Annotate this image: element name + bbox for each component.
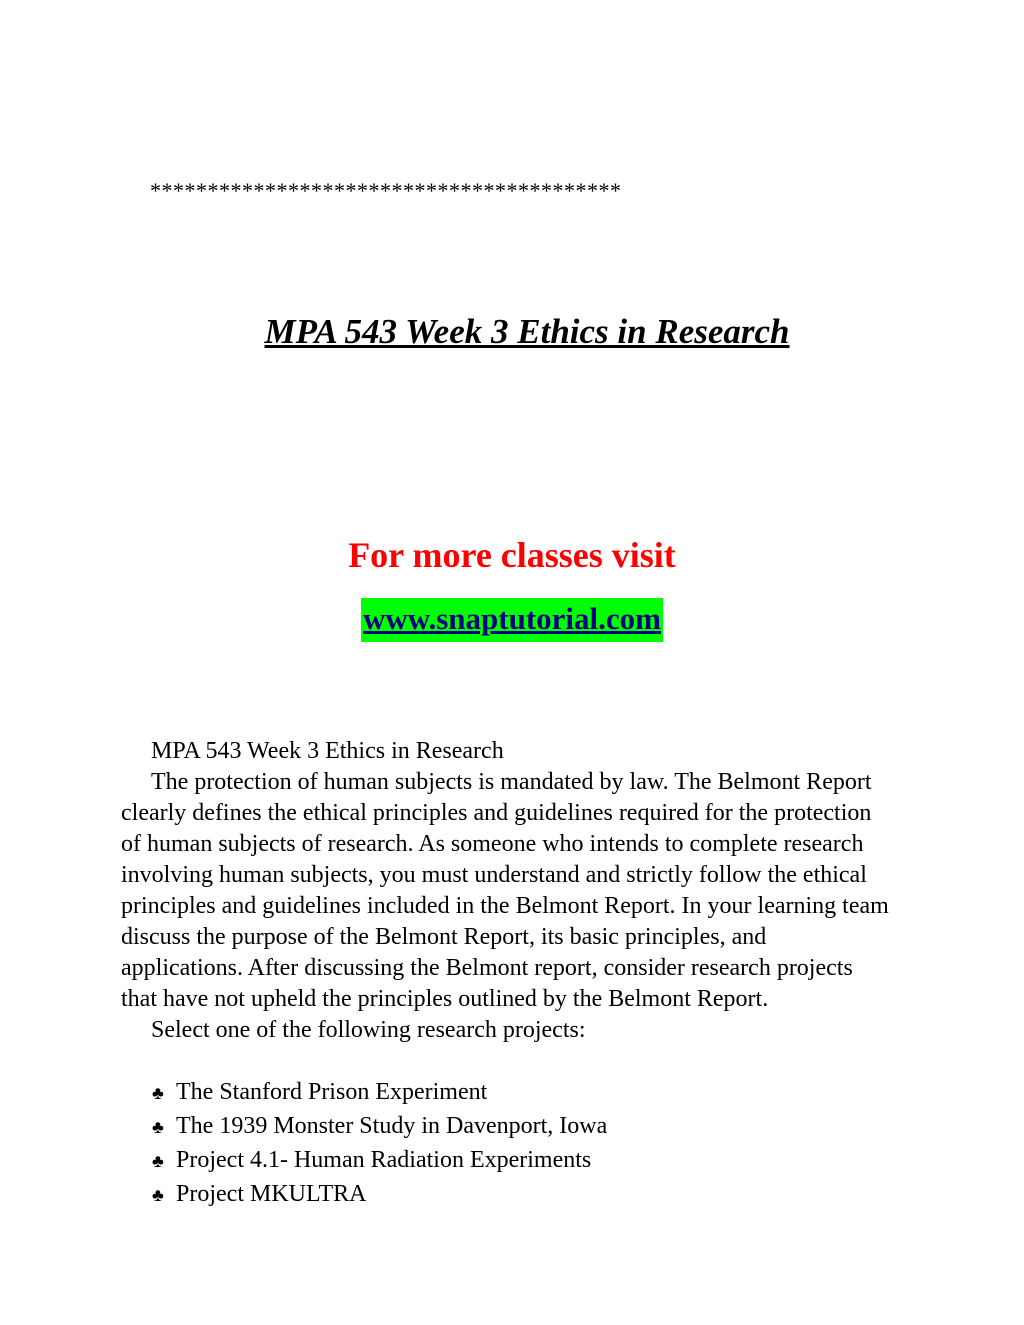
list-item <box>152 1076 607 1110</box>
list-item <box>152 1178 607 1212</box>
project-label: Project MKULTRA <box>176 1181 367 1207</box>
project-label: The 1939 Monster Study in Davenport, Iowa <box>176 1113 608 1139</box>
list-item <box>152 1144 607 1178</box>
document-body <box>121 736 891 1046</box>
club-icon: ♣ <box>152 1151 164 1171</box>
promo-link-container <box>0 598 1024 642</box>
promo-visit-text: For more classes visit <box>348 535 676 575</box>
project-list <box>152 1076 607 1212</box>
club-icon: ♣ <box>152 1117 164 1137</box>
snaptutorial-link[interactable]: www.snaptutorial.com <box>361 598 663 642</box>
project-label: Project 4.1- Human Radiation Experiments <box>176 1147 592 1173</box>
club-icon: ♣ <box>152 1083 164 1103</box>
project-label: The Stanford Prison Experiment <box>176 1079 488 1105</box>
select-prompt: Select one of the following research projects: <box>151 1017 586 1043</box>
separator-stars: ***************************************** <box>150 178 622 203</box>
page-title: MPA 543 Week 3 Ethics in Research <box>264 312 790 351</box>
club-icon: ♣ <box>152 1185 164 1205</box>
content-heading: MPA 543 Week 3 Ethics in Research <box>151 738 504 764</box>
content-paragraph: The protection of human subjects is mandated by law. The Belmont Report clearly defines the ethical principles and guidelines required for the protection of human subjects of research. As someone who intends to complete research involving human subjects, you must understand and strictly follow the ethical principles and guidelines included in the Belmont Report. In your learning team discuss the purpose of the Belmont Report, its basic principles, and applications. After discussing the Belmont report, consider research projects that have not upheld the principles outlined by the Belmont Report. <box>121 769 889 1012</box>
list-item <box>152 1110 607 1144</box>
